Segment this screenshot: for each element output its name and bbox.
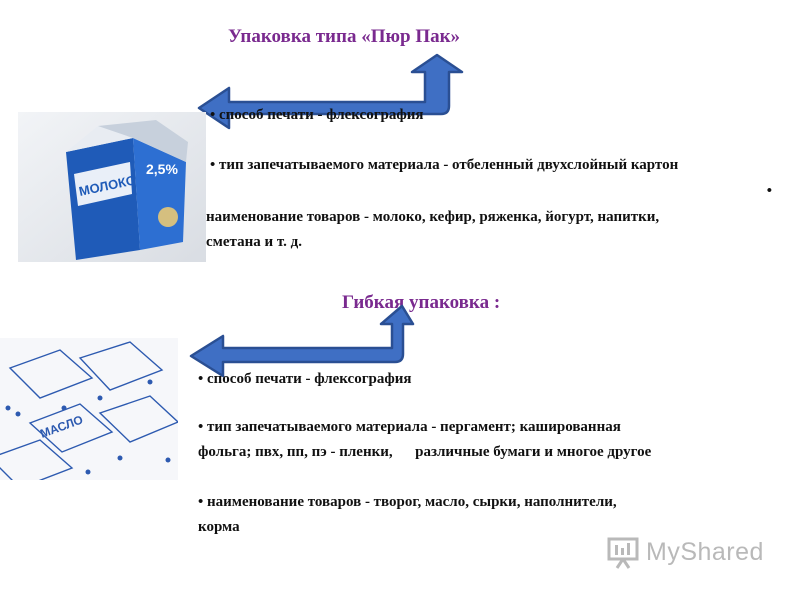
bullet-print-method: • способ печати - флексография [210, 107, 424, 123]
carton-percent: 2,5% [146, 161, 178, 177]
bullet-goods-line1: наименование товаров - молоко, кефир, ряженка, йогурт, напитки, [206, 209, 660, 225]
bullet-mark: • [766, 183, 772, 199]
myshared-logo [606, 536, 776, 572]
wrapper-label: МАСЛО [38, 412, 85, 441]
bullet-goods-2-line1: • наименование товаров - творог, масло, сырки, наполнители, [198, 494, 617, 510]
bullet-material: • тип запечатываемого материала - отбеленный двухслойный картон [210, 157, 679, 173]
butter-wrapper-image [0, 338, 178, 480]
bullet-material-2-line1: • тип запечатываемого материала - пергамент; кашированная [198, 419, 621, 435]
section2-title: Гибкая упаковка : [342, 292, 501, 313]
carton-label: МОЛОКО [77, 172, 138, 199]
section1-title: Упаковка типа «Пюр Пак» [228, 26, 461, 47]
bullet-goods-line2: сметана и т. д. [206, 234, 302, 250]
presentation-icon [606, 536, 640, 570]
milk-carton-image [18, 112, 206, 262]
bullet-material-2-line2: фольга; пвх, пп, пэ - пленки, различные бумаги и многое другое [198, 444, 652, 460]
bullet-print-method-2: • способ печати - флексография [198, 371, 412, 387]
bullet-goods-2-line2: корма [198, 519, 240, 535]
logo-text: MyShared [646, 538, 764, 566]
